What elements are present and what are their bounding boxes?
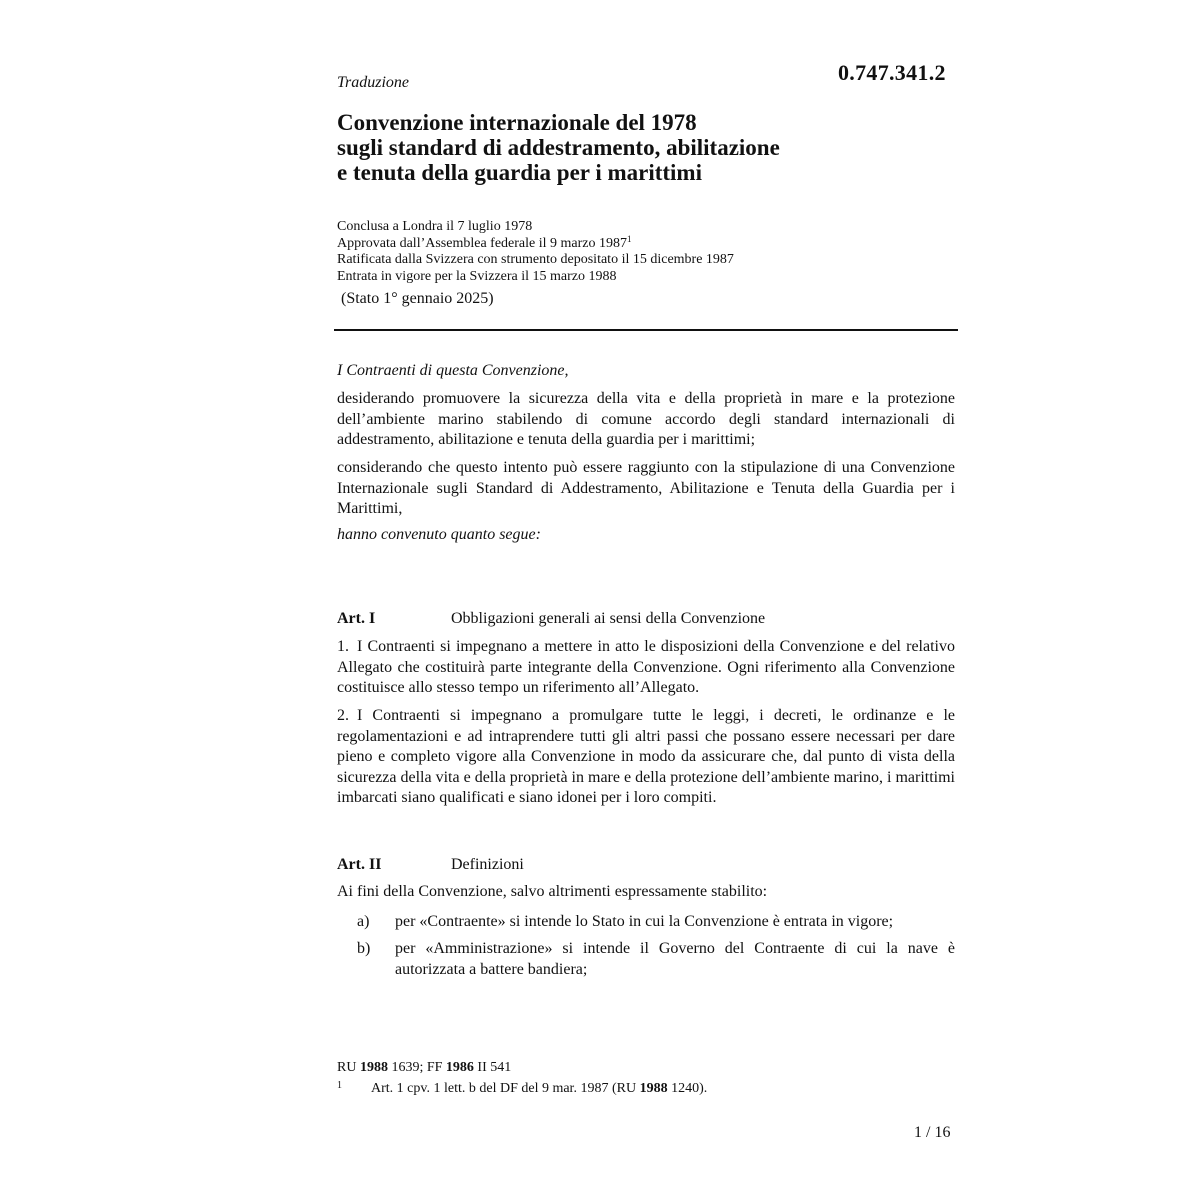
list-marker: b) — [357, 940, 371, 957]
title-line: Convenzione internazionale del 1978 — [337, 110, 697, 135]
translation-label: Traduzione — [337, 74, 410, 91]
official-collection-reference — [337, 1059, 511, 1076]
header-divider — [334, 329, 958, 331]
footnote-mark: 1 — [337, 1080, 342, 1091]
ff-year: 1986 — [445, 1060, 474, 1075]
ru-year: 1988 — [359, 1060, 388, 1075]
page-number: 1 / 16 — [914, 1124, 951, 1141]
document-title — [337, 110, 957, 185]
list-text: per «Contraente» si intende lo Stato in cui la Convenzione è entrata in vigore; — [395, 913, 894, 930]
preamble-considering: considerando che questo intento può essere raggiunto con la stipulazione di una Convenzione Internazionale sugli Standard di Addestramento, Abilitazione e Tenuta della Guardia per i Marittimi, — [337, 459, 955, 517]
preamble-parties: I Contraenti di questa Convenzione, — [337, 362, 569, 379]
list-item — [357, 939, 955, 980]
article-heading — [337, 855, 955, 875]
footnote-reference[interactable]: 1 — [627, 233, 632, 244]
ru-page: 1639; FF — [391, 1060, 443, 1075]
concluded-line: Conclusa a Londra il 7 luglio 1978 — [337, 219, 533, 234]
article-number: Art. II — [337, 856, 382, 873]
ratified-line: Ratificata dalla Svizzera con strumento depositato il 15 dicembre 1987 — [337, 252, 734, 267]
preamble-agreed: hanno convenuto quanto segue: — [337, 526, 541, 543]
list-marker: a) — [357, 913, 370, 930]
article-title: Definizioni — [451, 856, 524, 873]
approved-line — [337, 233, 957, 253]
footnote-text-after: 1240). — [671, 1081, 708, 1096]
preamble-desiring: desiderando promuovere la sicurezza della vita e della proprietà in mare e la protezione dell’ambiente marino stabilendo di comune accordo degli standard internazionali di addestramento, abilitazione e tenuta della guardia per i marittimi; — [337, 390, 955, 448]
article-intro: Ai fini della Convenzione, salvo altrimenti espressamente stabilito: — [337, 883, 768, 900]
footnote-text-before: Art. 1 cpv. 1 lett. b del DF del 9 mar. 1987 (RU — [371, 1081, 637, 1096]
article-heading — [337, 609, 955, 629]
article-paragraph: 2. I Contraenti si impegnano a promulgare tutte le leggi, i decreti, le ordinanze e le regolamentazioni e ad intraprendere tutti gli altri passi che possano essere necessari per dare pieno e completo vigore alla Convenzione in modo da assicurare che, dal punto di vista della sicurezza della vita e della proprietà in mare e della protezione dell’ambiente marino, i marittimi imbarcati siano qualificati e siano idonei per i loro compiti. — [337, 707, 955, 806]
title-line: e tenuta della guardia per i marittimi — [337, 160, 702, 185]
list-item — [357, 912, 955, 933]
approved-text: Approvata dall’Assemblea federale il 9 marzo 1987 — [337, 235, 628, 251]
article-paragraph: 1. I Contraenti si impegnano a mettere in atto le disposizioni della Convenzione e del relativo Allegato che costituirà parte integrante della Convenzione. Ogni riferimento alla Convenzione costituisce allo stesso tempo un riferimento all’Allegato. — [337, 638, 955, 696]
article-title: Obbligazioni generali ai sensi della Convenzione — [451, 610, 766, 627]
list-text: per «Amministrazione» si intende il Governo del Contraente di cui la nave è autorizzata a battere bandiera; — [395, 940, 955, 978]
document-metadata — [337, 219, 957, 285]
footnote-text — [371, 1081, 707, 1096]
article-number: Art. I — [337, 610, 376, 627]
footnote-year: 1988 — [639, 1081, 668, 1096]
in-force-line: Entrata in vigore per la Svizzera il 15 marzo 1988 — [337, 268, 617, 284]
sr-number: 0.747.341.2 — [838, 60, 946, 85]
ru-label: RU — [337, 1060, 357, 1075]
status-line: (Stato 1° gennaio 2025) — [341, 290, 494, 307]
ff-page: II 541 — [477, 1060, 512, 1075]
footnote — [337, 1080, 957, 1097]
title-line: sugli standard di addestramento, abilitazione — [337, 135, 780, 160]
